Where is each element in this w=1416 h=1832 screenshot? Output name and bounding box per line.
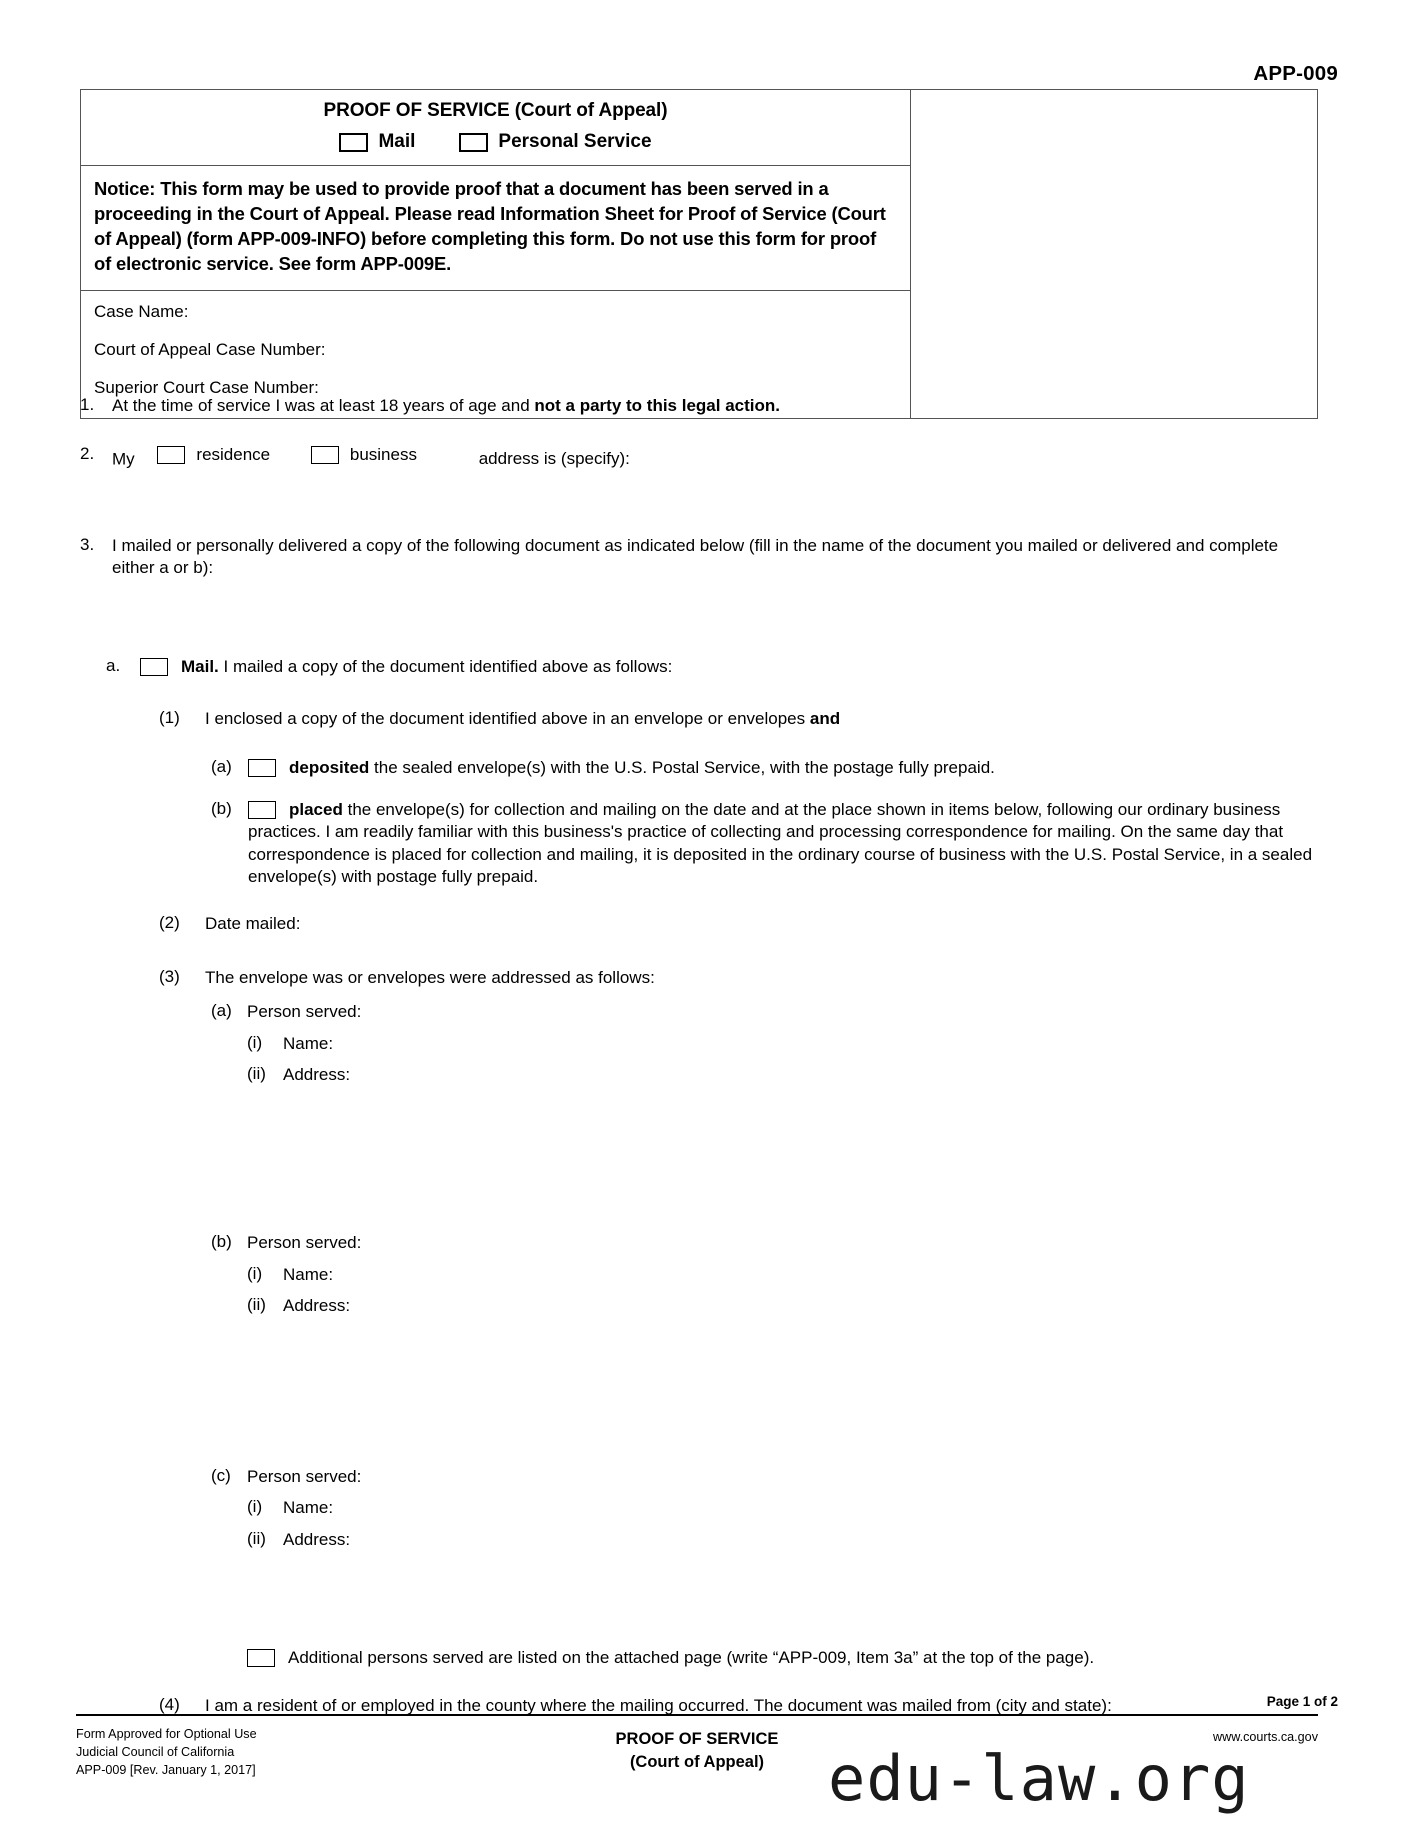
address-option-residence-label: residence <box>196 444 271 464</box>
notice-text: Notice: This form may be used to provide proof that a document has been served in a proceeding in the Court of Appeal. Please read Information Sheet for Proof of Service (Court of Appeal) (form APP-009-INFO) before completing this form. Do not use this form for proof of electronic service. See form APP-009E. <box>94 178 886 274</box>
item-3a-1-number: (1) <box>159 708 180 728</box>
person-served-c-name-label[interactable]: Name: <box>283 1498 334 1518</box>
footer-approved-line-2: Judicial Council of California <box>76 1744 235 1759</box>
person-served-a-address-label[interactable]: Address: <box>283 1065 351 1085</box>
item-3a-1a-description: the sealed envelope(s) with the U.S. Postal Service, with the postage fully prepaid. <box>374 757 995 777</box>
checkbox-mail-method-icon[interactable] <box>140 658 168 676</box>
footer-approved-line-3: APP-009 [Rev. January 1, 2017] <box>76 1762 256 1777</box>
watermark-text: edu-law.org <box>828 1742 1250 1815</box>
checkbox-placed-icon[interactable] <box>248 801 276 819</box>
footer-approved-line-1: Form Approved for Optional Use <box>76 1727 257 1741</box>
person-served-c-address-number: (ii) <box>247 1529 266 1549</box>
item-3a-1b <box>211 799 1320 889</box>
checkbox-deposited-icon[interactable] <box>248 759 276 777</box>
page-title: PROOF OF SERVICE (Court of Appeal) <box>323 100 668 121</box>
checkbox-mail-icon[interactable] <box>339 133 368 152</box>
person-served-a-address-space[interactable] <box>211 1087 1320 1232</box>
item-3a-4-number: (4) <box>159 1695 180 1715</box>
person-served-a <box>211 1001 1320 1232</box>
item-3a-1-row <box>159 708 1320 731</box>
person-served-c-heading <box>211 1466 1320 1489</box>
item-2-suffix: address is (specify): <box>478 448 630 468</box>
person-served-a-heading <box>211 1001 1320 1024</box>
person-served-c-address-label[interactable]: Address: <box>283 1530 351 1550</box>
item-1 <box>80 395 1320 418</box>
person-served-b-address-number: (ii) <box>247 1295 266 1315</box>
superior-court-case-number-field[interactable]: Superior Court Case Number: <box>94 377 319 397</box>
item-3a <box>106 656 1320 1718</box>
address-option-business-label: business <box>349 444 417 464</box>
form-title-cell <box>81 90 910 166</box>
item-3-text: I mailed or personally delivered a copy of the following document as indicated below (fill in the name of the document you mailed or delivered and complete either a or b): <box>112 535 1279 578</box>
court-stamp-area[interactable] <box>911 90 1317 418</box>
footer-title-line-2: (Court of Appeal) <box>629 1753 765 1772</box>
notice-cell <box>81 166 910 291</box>
person-served-b-name-label[interactable]: Name: <box>283 1264 334 1284</box>
item-3a-description: I mailed a copy of the document identified above as follows: <box>223 656 673 676</box>
person-served-a-name-row <box>247 1033 1320 1056</box>
item-2-text <box>112 444 1320 471</box>
address-option-business[interactable] <box>311 444 417 467</box>
person-served-b-name-row <box>247 1264 1320 1287</box>
person-served-c-name-number: (i) <box>247 1497 263 1517</box>
person-served-c-address-row <box>247 1529 1320 1552</box>
item-3a-3-number: (3) <box>159 966 180 986</box>
person-served-b-label: Person served: <box>247 1233 362 1253</box>
court-of-appeal-case-number-field[interactable]: Court of Appeal Case Number: <box>94 339 326 359</box>
person-served-a-name-number: (i) <box>247 1032 263 1052</box>
person-served-a-label: Person served: <box>247 1002 362 1022</box>
page-number: Page 1 of 2 <box>1266 1694 1338 1709</box>
item-3a-text <box>140 656 1320 679</box>
item-3a-2 <box>159 913 1320 936</box>
checkbox-business-icon[interactable] <box>311 446 339 464</box>
additional-persons-text <box>247 1647 1320 1670</box>
person-served-b <box>211 1232 1320 1466</box>
service-option-personal-label: Personal Service <box>498 131 652 152</box>
item-3a-1a-bold-label: deposited <box>289 757 370 777</box>
item-1-number: 1. <box>80 395 95 414</box>
item-3a-1-text-plain: I enclosed a copy of the document identified above in an envelope or envelopes <box>205 709 810 729</box>
item-3a-1b-text <box>248 799 1320 889</box>
person-served-a-address-row <box>247 1064 1320 1087</box>
item-3a-1a-text <box>248 757 1320 780</box>
item-3 <box>80 535 1320 580</box>
form-body <box>80 395 1320 1718</box>
item-3a-1b-description: the envelope(s) for collection and mailing on the date and at the place shown in items below, following our ordinary business practices. I am readily familiar with this business's practice of collecting and processing correspondence for mailing. On the same day that correspondence is placed for collection and mailing, it is deposited in the ordinary course of business with the U.S. Postal Service, in a sealed envelope(s) with postage fully prepaid. <box>248 799 1313 887</box>
case-name-field[interactable]: Case Name: <box>94 301 189 321</box>
person-served-b-name-number: (i) <box>247 1263 263 1283</box>
item-3a-1b-bold-label: placed <box>289 799 343 819</box>
footer-title-line-1: PROOF OF SERVICE <box>615 1730 779 1748</box>
item-3a-2-text[interactable]: Date mailed: <box>205 914 301 933</box>
additional-persons-label: Additional persons served are listed on the attached page (write “APP-009, Item 3a” at the top of the page). <box>288 1647 1095 1667</box>
caption-left-column <box>81 90 911 418</box>
service-option-mail-label: Mail <box>378 131 416 152</box>
item-1-text <box>112 395 1320 418</box>
item-2-number: 2. <box>80 443 95 463</box>
person-served-a-address-number: (ii) <box>247 1064 266 1084</box>
item-3a-1-text <box>205 708 1320 731</box>
person-served-b-letter: (b) <box>211 1232 232 1252</box>
item-3a-2-number: (2) <box>159 913 180 932</box>
item-3a-1b-letter: (b) <box>211 798 232 818</box>
footer-website[interactable]: www.courts.ca.gov <box>1213 1730 1318 1744</box>
item-3a-1-text-bold: and <box>809 709 841 729</box>
person-served-b-heading <box>211 1232 1320 1255</box>
item-3a-bold-label: Mail. <box>181 656 219 676</box>
item-3a-1a-letter: (a) <box>211 756 232 776</box>
service-option-mail[interactable] <box>339 131 415 153</box>
item-3a-1a <box>211 757 1320 780</box>
checkbox-additional-persons-icon[interactable] <box>247 1649 275 1667</box>
item-3a-1 <box>159 708 1320 1718</box>
person-served-b-address-label[interactable]: Address: <box>283 1296 351 1316</box>
item-1-text-plain: At the time of service I was at least 18 years of age and <box>112 396 535 415</box>
person-served-c-label: Person served: <box>247 1466 362 1486</box>
person-served-b-address-row <box>247 1295 1320 1318</box>
person-served-a-letter: (a) <box>211 1001 232 1021</box>
item-2-prefix: My <box>112 448 135 468</box>
caption-box <box>80 89 1318 419</box>
item-3a-heading <box>106 656 1320 679</box>
person-served-c-address-space[interactable] <box>211 1552 1320 1647</box>
item-3a-3-text: The envelope was or envelopes were addressed as follows: <box>205 967 655 987</box>
item-3a-letter: a. <box>106 655 121 675</box>
item-1-text-bold: not a party to this legal action. <box>534 396 780 415</box>
service-option-personal[interactable] <box>459 131 651 153</box>
checkbox-residence-icon[interactable] <box>157 446 185 464</box>
item-3a-4-text: I am a resident of or employed in the county where the mailing occurred. The document was mailed from (city and state): <box>205 1696 1112 1716</box>
person-served-c-letter: (c) <box>211 1465 231 1485</box>
person-served-c <box>211 1466 1320 1647</box>
item-3-number: 3. <box>80 534 95 554</box>
additional-persons-row <box>247 1647 1320 1670</box>
address-option-residence[interactable] <box>157 444 270 467</box>
person-served-b-address-space[interactable] <box>211 1318 1320 1466</box>
person-served-c-name-row <box>247 1497 1320 1520</box>
service-type-options <box>89 131 902 153</box>
footer-divider <box>76 1714 1318 1716</box>
checkbox-personal-service-icon[interactable] <box>459 133 488 152</box>
item-3a-3 <box>159 967 1320 990</box>
form-number: APP-009 <box>1253 62 1338 85</box>
item-2 <box>80 444 1320 471</box>
person-served-a-name-label[interactable]: Name: <box>283 1033 334 1053</box>
